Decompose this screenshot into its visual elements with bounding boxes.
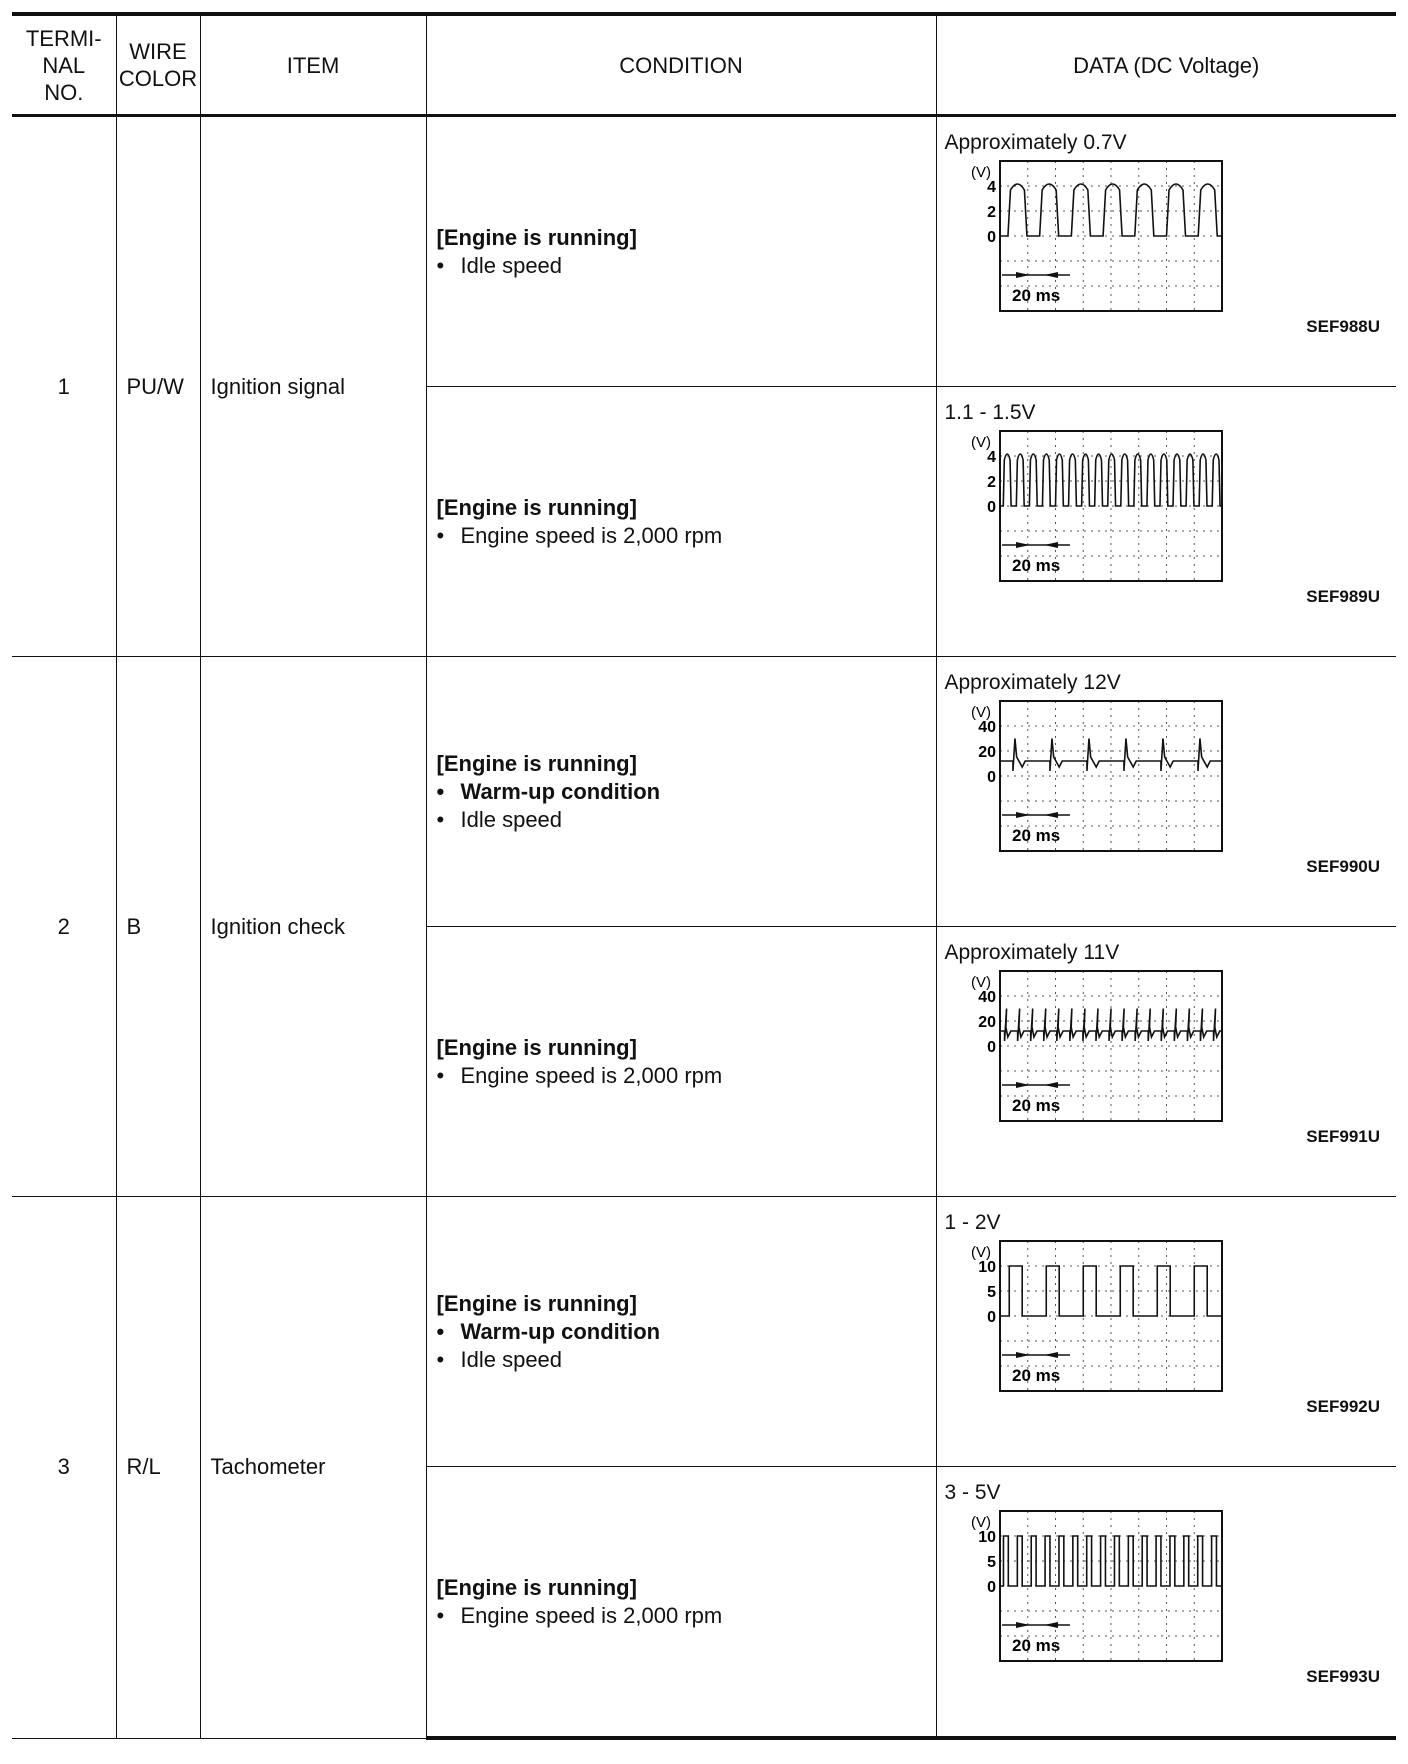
scope-tick-label: 0 [986, 1039, 996, 1056]
terminal-number: 3 [12, 1197, 116, 1739]
wire-color: B [116, 657, 200, 1197]
item-name: Ignition signal [200, 116, 426, 657]
scope-unit-label: (V) [970, 974, 991, 991]
figure-reference: SEF992U [1306, 1397, 1380, 1416]
oscilloscope-graph [965, 427, 1225, 585]
condition-title: [Engine is running] [436, 494, 637, 520]
scope-tick-label: 0 [986, 1579, 996, 1596]
time-scale-label: 20 ms [1011, 1636, 1060, 1655]
terminal-data-table [12, 12, 1396, 1740]
condition-bullet-text: Engine speed is 2,000 rpm [460, 1062, 723, 1088]
scope-tick-label: 40 [977, 719, 996, 736]
scope-tick-label: 5 [986, 1554, 996, 1571]
data-cell [936, 1467, 1396, 1739]
bullet-dot-icon: • [436, 1318, 445, 1344]
scope-unit-label: (V) [970, 704, 991, 721]
condition-bullet [437, 252, 936, 280]
oscilloscope-graph [965, 967, 1225, 1125]
data-cell [936, 116, 1396, 387]
condition-bullet-text: Engine speed is 2,000 rpm [460, 522, 723, 548]
scope-tick-label: 20 [977, 1014, 996, 1031]
condition-bullet [437, 1346, 936, 1374]
voltage-value: 3 - 5V [944, 1481, 1001, 1504]
condition-title: [Engine is running] [436, 224, 637, 250]
scope-unit-label: (V) [970, 1244, 991, 1261]
table-row [12, 116, 1396, 387]
header-wire-color: WIRE COLOR [116, 14, 200, 116]
condition-cell [426, 1197, 936, 1467]
scope-tick-label: 40 [977, 989, 996, 1006]
voltage-value: 1.1 - 1.5V [944, 401, 1036, 424]
scope-tick-label: 0 [986, 229, 996, 246]
time-marker-arrow [1016, 542, 1030, 548]
oscilloscope-graph [965, 1237, 1225, 1395]
oscilloscope-graph [965, 157, 1225, 315]
wire-color: R/L [116, 1197, 200, 1739]
bullet-dot-icon: • [436, 1602, 445, 1628]
time-marker-arrow [1016, 1622, 1030, 1628]
condition-bullet [437, 778, 936, 806]
time-scale-label: 20 ms [1011, 556, 1060, 575]
figure-reference: SEF989U [1306, 587, 1380, 606]
condition-bullet-text: Warm-up condition [460, 778, 661, 804]
time-marker-arrow [1044, 1352, 1058, 1358]
data-cell [936, 1197, 1396, 1467]
item-name: Tachometer [200, 1197, 426, 1739]
time-scale-label: 20 ms [1011, 286, 1060, 305]
bullet-dot-icon: • [436, 778, 445, 804]
condition-cell [426, 116, 936, 387]
scope-tick-label: 10 [977, 1529, 996, 1546]
condition-cell [426, 657, 936, 927]
voltage-value: Approximately 11V [944, 941, 1120, 964]
scope-waveform [1000, 1009, 1222, 1042]
condition-title: [Engine is running] [436, 1034, 637, 1060]
scope-tick-label: 0 [986, 769, 996, 786]
condition-title: [Engine is running] [436, 750, 637, 776]
wire-color: PU/W [116, 116, 200, 657]
time-marker-arrow [1044, 1622, 1058, 1628]
scope-unit-label: (V) [970, 434, 991, 451]
data-cell [936, 387, 1396, 657]
header-terminal-no: TERMI- NAL NO. [12, 14, 116, 116]
scope-tick-label: 2 [986, 204, 996, 221]
voltage-value: Approximately 0.7V [944, 131, 1127, 154]
terminal-number: 1 [12, 116, 116, 657]
figure-reference: SEF991U [1306, 1127, 1380, 1146]
scope-tick-label: 5 [986, 1284, 996, 1301]
oscilloscope-graph [965, 697, 1225, 855]
time-marker-arrow [1044, 812, 1058, 818]
data-cell [936, 657, 1396, 927]
time-marker-arrow [1044, 542, 1058, 548]
scope-tick-label: 20 [977, 744, 996, 761]
time-scale-label: 20 ms [1011, 1366, 1060, 1385]
scope-tick-label: 10 [977, 1259, 996, 1276]
voltage-value: Approximately 12V [944, 671, 1121, 694]
figure-reference: SEF993U [1306, 1667, 1380, 1686]
scope-tick-label: 4 [986, 179, 996, 196]
condition-cell [426, 387, 936, 657]
scope-unit-label: (V) [970, 164, 991, 181]
terminal-number: 2 [12, 657, 116, 1197]
condition-cell [426, 1467, 936, 1739]
condition-cell [426, 927, 936, 1197]
time-scale-label: 20 ms [1011, 826, 1060, 845]
figure-reference: SEF990U [1306, 857, 1380, 876]
condition-title: [Engine is running] [436, 1290, 637, 1316]
header-row [12, 14, 1396, 116]
oscilloscope-graph [965, 1507, 1225, 1665]
scope-tick-label: 0 [986, 1309, 996, 1326]
condition-bullet-text: Warm-up condition [460, 1318, 661, 1344]
scope-tick-label: 4 [986, 449, 996, 466]
bullet-dot-icon: • [436, 1062, 445, 1088]
header-data: DATA (DC Voltage) [936, 14, 1396, 116]
table-row [12, 1197, 1396, 1467]
table-row [12, 657, 1396, 927]
header-condition: CONDITION [426, 14, 936, 116]
bullet-dot-icon: • [436, 1346, 445, 1372]
bullet-dot-icon: • [436, 522, 445, 548]
scope-tick-label: 2 [986, 474, 996, 491]
condition-bullet [437, 522, 936, 550]
scope-unit-label: (V) [970, 1514, 991, 1531]
condition-bullet-text: Idle speed [460, 806, 563, 832]
time-marker-arrow [1016, 1352, 1030, 1358]
condition-bullet [437, 1602, 936, 1630]
bullet-dot-icon: • [436, 252, 445, 278]
time-scale-label: 20 ms [1011, 1096, 1060, 1115]
scope-tick-label: 0 [986, 499, 996, 516]
time-marker-arrow [1016, 1082, 1030, 1088]
condition-bullet [437, 806, 936, 834]
condition-bullet [437, 1318, 936, 1346]
data-cell [936, 927, 1396, 1197]
figure-reference: SEF988U [1306, 317, 1380, 336]
item-name: Ignition check [200, 657, 426, 1197]
header-item: ITEM [200, 14, 426, 116]
time-marker-arrow [1016, 272, 1030, 278]
time-marker-arrow [1044, 1082, 1058, 1088]
condition-bullet-text: Engine speed is 2,000 rpm [460, 1602, 723, 1628]
condition-bullet-text: Idle speed [460, 1346, 563, 1372]
voltage-value: 1 - 2V [944, 1211, 1001, 1234]
bullet-dot-icon: • [436, 806, 445, 832]
condition-bullet-text: Idle speed [460, 252, 563, 278]
condition-title: [Engine is running] [436, 1574, 637, 1600]
time-marker-arrow [1016, 812, 1030, 818]
time-marker-arrow [1044, 272, 1058, 278]
condition-bullet [437, 1062, 936, 1090]
